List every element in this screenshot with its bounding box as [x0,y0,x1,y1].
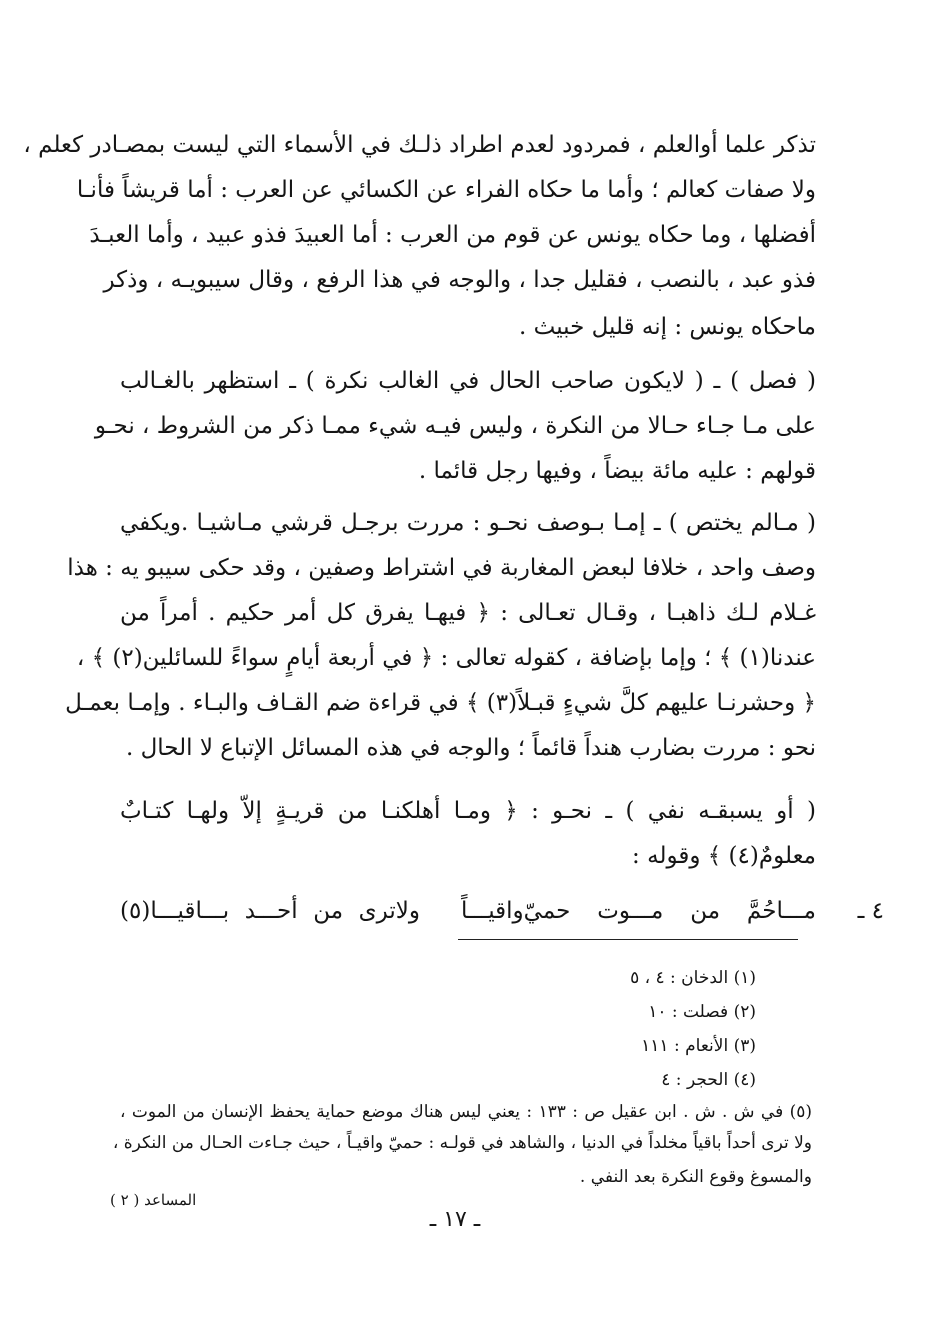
body-line-10: وصف واحد ، خلافا لبعض المغاربة في اشتراط وصفين ، وقد حكى سيبو يه : هذا [67,555,816,581]
footnote-5-line-2: ولا ترى أحداً باقياً مخلداً في الدنيا ، والشاهد في قولـه : حميّ واقيـاً ، حيث جـاءت الحـال من النكرة ، [112,1133,812,1153]
body-line-1: تذكر علما أوالعلم ، فمردود لعدم اطراد ذلـك في الأسماء التي ليست بمصـادر كعلم ، [23,132,816,158]
footnote-4: (٤) الحجر : ٤ [661,1070,756,1090]
footnote-2: (٢) فصلت : ١٠ [648,1002,756,1022]
body-line-13: ﴿ وحشرنـا عليهم كلَّ شيءٍ قبـلاً(٣) ﴾ في قراءة ضم القـاف والبـاء . وإمـا بعمـل [65,690,816,716]
section-heading-line: ( فصل ) ـ ( لايكون صاحب الحال في الغالب نكرة ) ـ استظهر بالغـالب [120,368,816,394]
body-line-4: فذو عبد ، بالنصب ، فقليل جدا ، والوجه في هذا الرفع ، وقال سيبويـه ، وذكر [103,267,816,293]
body-line-9: ( مـالم يختص ) ـ إمـا بـوصف نحـو : مررت برجـل قرشي مـاشيـا .ويكفي [120,510,816,536]
body-line-8: قولهم : عليه مائة بيضاً ، وفيها رجل قائما . [418,458,816,484]
footnote-separator [458,939,798,940]
body-line-12: عندنا(١) ﴾ ؛ وإما بإضافة ، كقوله تعالى : ﴿ في أربعة أيامٍ سواءً للسائلين(٢) ﴾ ، [76,645,816,671]
body-line-5: ماحكاه يونس : إنه قليل خبيث . [518,314,816,340]
page-number: ـ ١٧ ـ [429,1207,481,1232]
body-line-15: ( أو يسبقـه نفي ) ـ نحـو : ﴿ ومـا أهلكنـا من قريـةٍ إلاّ ولهـا كتـابٌ [120,798,816,824]
body-line-14: نحو : مررت بضارب هنداً قائماً ؛ والوجه في هذه المسائل الإتباع لا الحال . [125,735,816,761]
verse-number: ٤ ـ [857,898,884,924]
verse-second-hemistich: ولاترى من أحـــد بـــاقيـــا(٥) [120,898,420,924]
body-line-7: على مـا جـاء حـالا من النكرة ، وليس فيـه شيء ممـا ذكر من الشروط ، نحـو [94,413,816,439]
body-line-11: غـلام لـك ذاهبـا ، وقـال تعـالى : ﴿ فيهـا يفرق كل أمر حكيم . أمراً من [120,600,816,626]
body-line-16: معلومٌ(٤) ﴾ وقوله : [632,843,816,869]
footnote-3: (٣) الأنعام : ١١١ [641,1036,756,1056]
verse-first-hemistich: مـــاحُمَّ من مـــوت حميّ‌واقيـــاً [461,898,816,924]
body-line-2: ولا صفات كعالم ؛ وأما ما حكاه الفراء عن الكسائي عن العرب : أما قريشاً فأنـا [76,177,816,203]
body-line-3: أفضلها ، وما حكاه يونس عن قوم من العرب : أما العبيدَ فذو عبيد ، وأما العبـدَ [89,222,816,248]
footnote-5-line-3: والمسوغ وقوع النكرة بعد النفي . [579,1167,812,1187]
printer-signature-mark: المساعد ( ٢ ) [110,1191,197,1209]
footnote-1: (١) الدخان : ٤ ، ٥ [630,968,756,988]
footnote-5-line-1: (٥) في ش . ش . ابن عقيل ص : ١٣٣ : يعني ليس هناك موضع حماية يحفظ الإنسان من الموت ، [120,1102,812,1122]
